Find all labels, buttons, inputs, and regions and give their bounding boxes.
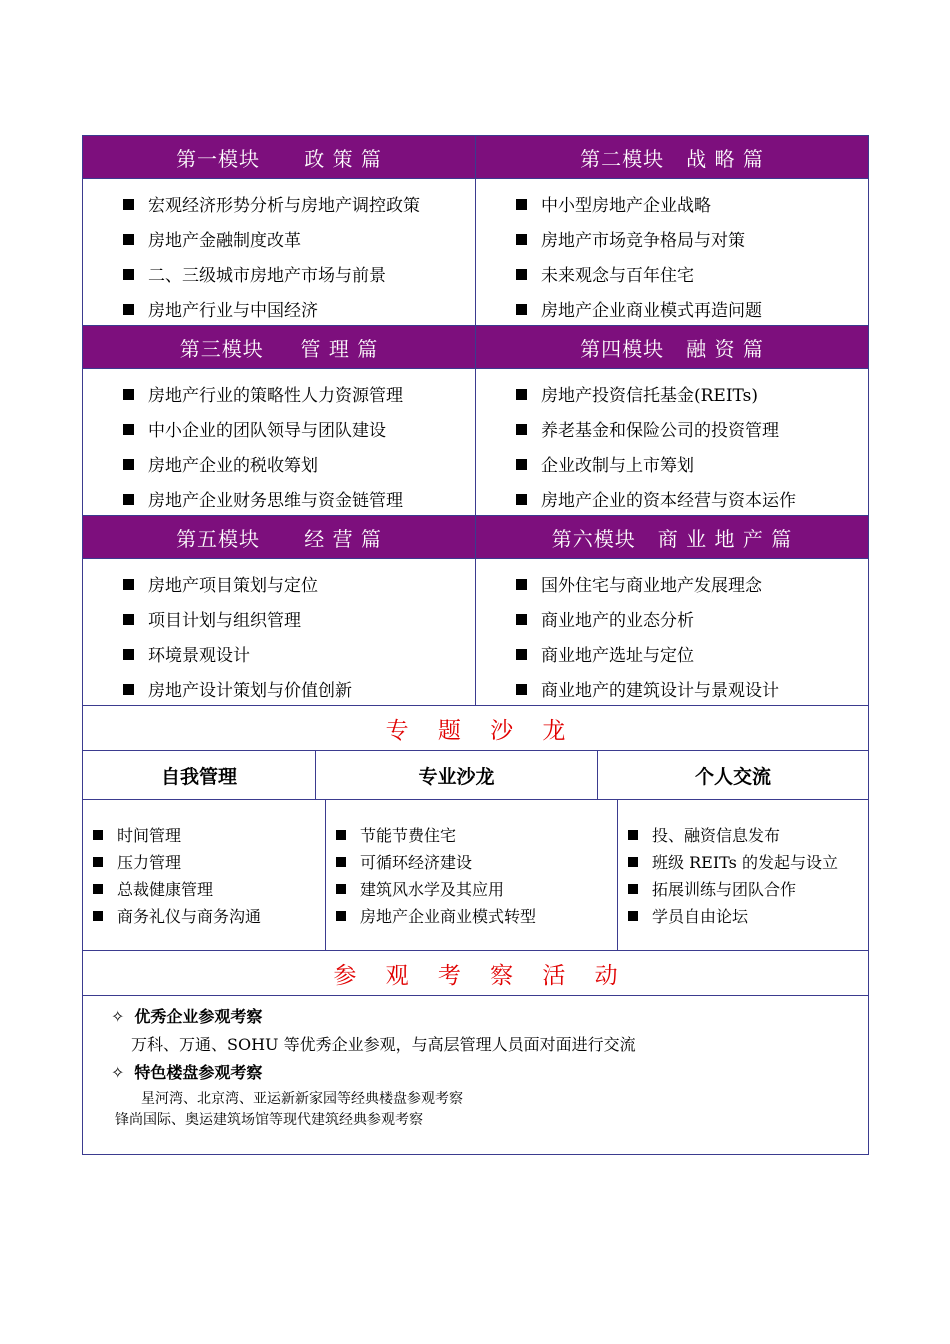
square-bullet-icon <box>516 649 527 660</box>
square-bullet-icon <box>123 494 134 505</box>
square-bullet-icon <box>516 579 527 590</box>
module-3-list <box>83 369 475 515</box>
visit-item-2-line-2: 锋尚国际、奥运建筑场馆等现代建筑经典参观考察 <box>115 1112 423 1128</box>
square-bullet-icon <box>123 424 134 435</box>
square-bullet-icon <box>93 857 103 867</box>
square-bullet-icon <box>93 830 103 840</box>
list-item: 商业地产选址与定位 <box>516 639 868 674</box>
list-item: 商业地产的建筑设计与景观设计 <box>516 674 868 709</box>
module-body-row <box>83 368 868 516</box>
module-title-5: 第五模块 经 营 篇 <box>176 526 382 551</box>
square-bullet-icon <box>516 304 527 315</box>
list-item: 中小型房地产企业战略 <box>516 189 868 224</box>
list-item: 环境景观设计 <box>123 639 475 674</box>
square-bullet-icon <box>93 911 103 921</box>
square-bullet-icon <box>336 857 346 867</box>
module-block-1 <box>83 136 868 326</box>
list-item: 拓展训练与团队合作 <box>628 876 868 903</box>
list-item: 总裁健康管理 <box>93 876 325 903</box>
square-bullet-icon <box>516 424 527 435</box>
module-title-6: 第六模块 商 业 地 产 篇 <box>475 516 868 558</box>
square-bullet-icon <box>516 684 527 695</box>
list-item: 二、三级城市房地产市场与前景 <box>123 259 475 294</box>
square-bullet-icon <box>123 199 134 210</box>
list-item: 房地产金融制度改革 <box>123 224 475 259</box>
square-bullet-icon <box>516 269 527 280</box>
list-item: 养老基金和保险公司的投资管理 <box>516 414 868 449</box>
list-item: 中小企业的团队领导与团队建设 <box>123 414 475 449</box>
salon-exchange-list <box>617 800 868 950</box>
square-bullet-icon <box>628 911 638 921</box>
list-item: 房地产行业的策略性人力资源管理 <box>123 379 475 414</box>
list-item: 建筑风水学及其应用 <box>336 876 617 903</box>
list-item: 企业改制与上市筹划 <box>516 449 868 484</box>
salon-column-title-self: 自我管理 <box>160 765 237 788</box>
salon-body-row <box>83 800 868 951</box>
visit-item-1-text: 万科、万通、SOHU 等优秀企业参观，与高层管理人员面对面进行交流 <box>131 1035 636 1054</box>
square-bullet-icon <box>516 234 527 245</box>
square-bullet-icon <box>123 684 134 695</box>
list-item: 房地产企业商业模式再造问题 <box>516 294 868 329</box>
salon-column-title-exchange: 个人交流 <box>597 751 868 799</box>
module-6-list <box>475 559 868 705</box>
course-table <box>82 135 869 1155</box>
list-item: 班级 REITs 的发起与设立 <box>628 849 868 876</box>
diamond-bullet-icon: ✧ <box>111 1063 125 1082</box>
square-bullet-icon <box>93 884 103 894</box>
module-4-list <box>475 369 868 515</box>
square-bullet-icon <box>516 459 527 470</box>
visit-item-1-title: ✧ 优秀企业参观考察 <box>111 1007 263 1026</box>
salon-self-list <box>83 800 325 950</box>
module-title-2: 第二模块 战 略 篇 <box>475 136 868 178</box>
square-bullet-icon <box>336 911 346 921</box>
salon-column-title-pro: 专业沙龙 <box>315 751 597 799</box>
list-item: 房地产投资信托基金(REITs) <box>516 379 868 414</box>
visit-item-2-title: ✧ 特色楼盘参观考察 <box>111 1063 263 1082</box>
list-item: 项目计划与组织管理 <box>123 604 475 639</box>
list-item: 房地产项目策划与定位 <box>123 569 475 604</box>
visit-section <box>83 996 868 1154</box>
module-1-list <box>83 179 475 325</box>
square-bullet-icon <box>336 830 346 840</box>
square-bullet-icon <box>123 614 134 625</box>
square-bullet-icon <box>123 234 134 245</box>
square-bullet-icon <box>336 884 346 894</box>
square-bullet-icon <box>123 579 134 590</box>
list-item: 房地产企业的资本经营与资本运作 <box>516 484 868 519</box>
square-bullet-icon <box>516 199 527 210</box>
module-header-row <box>83 136 868 178</box>
square-bullet-icon <box>123 649 134 660</box>
list-item: 学员自由论坛 <box>628 903 868 930</box>
module-5-list <box>83 559 475 705</box>
module-title-3: 第三模块 管 理 篇 <box>179 336 379 361</box>
visit-banner: 参 观 考 察 活 动 <box>83 951 868 996</box>
module-title-1: 第一模块 政 策 篇 <box>176 146 382 171</box>
square-bullet-icon <box>123 459 134 470</box>
list-item: 节能节费住宅 <box>336 822 617 849</box>
list-item: 房地产设计策划与价值创新 <box>123 674 475 709</box>
module-block-3 <box>83 516 868 706</box>
module-header-row <box>83 326 868 368</box>
list-item: 商务礼仪与商务沟通 <box>93 903 325 930</box>
course-document <box>82 135 869 1155</box>
square-bullet-icon <box>516 494 527 505</box>
list-item: 宏观经济形势分析与房地产调控政策 <box>123 189 475 224</box>
module-header-row <box>83 516 868 558</box>
visit-item-2-line-1: 星河湾、北京湾、亚运新新家园等经典楼盘参观考察 <box>141 1091 463 1107</box>
list-item: 房地产企业商业模式转型 <box>336 903 617 930</box>
square-bullet-icon <box>628 830 638 840</box>
module-body-row <box>83 558 868 706</box>
module-title-4: 第四模块 融 资 篇 <box>475 326 868 368</box>
list-item: 房地产市场竞争格局与对策 <box>516 224 868 259</box>
square-bullet-icon <box>123 389 134 400</box>
list-item: 国外住宅与商业地产发展理念 <box>516 569 868 604</box>
list-item: 房地产企业的税收筹划 <box>123 449 475 484</box>
square-bullet-icon <box>628 857 638 867</box>
list-item: 商业地产的业态分析 <box>516 604 868 639</box>
list-item: 压力管理 <box>93 849 325 876</box>
list-item: 房地产行业与中国经济 <box>123 294 475 329</box>
square-bullet-icon <box>123 304 134 315</box>
list-item: 时间管理 <box>93 822 325 849</box>
diamond-bullet-icon: ✧ <box>111 1007 125 1026</box>
square-bullet-icon <box>516 614 527 625</box>
list-item: 房地产企业财务思维与资金链管理 <box>123 484 475 519</box>
module-block-2 <box>83 326 868 516</box>
square-bullet-icon <box>516 389 527 400</box>
module-2-list <box>475 179 868 325</box>
salon-banner: 专 题 沙 龙 <box>83 706 868 751</box>
list-item: 未来观念与百年住宅 <box>516 259 868 294</box>
module-body-row <box>83 178 868 326</box>
list-item: 可循环经济建设 <box>336 849 617 876</box>
square-bullet-icon <box>628 884 638 894</box>
salon-header-row <box>83 751 868 800</box>
square-bullet-icon <box>123 269 134 280</box>
list-item: 投、融资信息发布 <box>628 822 868 849</box>
salon-pro-list <box>325 800 617 950</box>
